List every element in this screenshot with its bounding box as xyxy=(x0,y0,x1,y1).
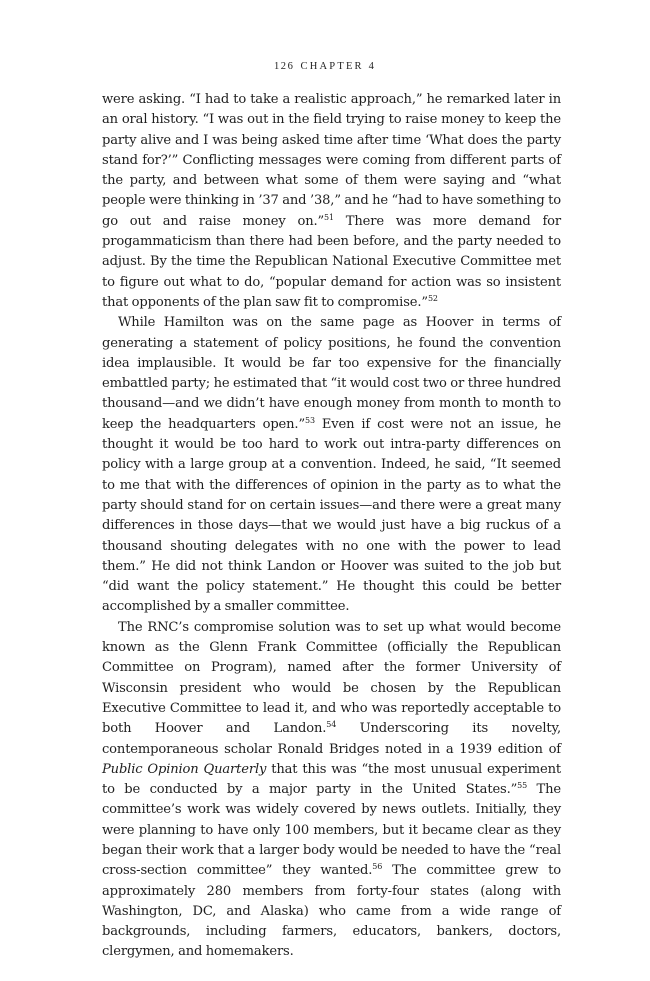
text-run: The committee’s work was widely covered by news outlets. Initially, they were planning to have only 100 members, but it became clear as they began their work that a larger body would be needed to have the “real cross-section committee” they wanted. xyxy=(102,782,561,879)
footnote-ref: 56 xyxy=(372,862,383,872)
paragraph-1 xyxy=(102,90,561,313)
text-run: The RNC’s compromise solution was to set up what would become known as the Glenn Frank Committee (officially the Republican Committee on Program), named after the former University of Wisconsin president who would be chosen by the Republican Executive Committee to lead it, and who was reportedly acceptable to both Hoover and Landon. xyxy=(102,619,561,737)
footnote-ref: 52 xyxy=(427,293,438,303)
text-run: that this was “the most unusual experiment to be conducted by a major party in the United States.” xyxy=(102,761,562,798)
footnote-ref: 54 xyxy=(326,720,337,730)
footnote-ref: 51 xyxy=(324,212,334,222)
text-run: were asking. “I had to take a realistic approach,” he remarked later in an oral history. “I was out in the field trying to raise money to keep the party alive and I was being asked time after time ‘What does the party stand for?’” Conflicting messages were coming from different parts of the party, and between what some of them were saying and “what people were thinking in ’37 and ’38,” and he “had to have something to go out and raise money on.” xyxy=(102,92,561,229)
chapter-label: CHAPTER 4 xyxy=(300,61,377,72)
footnote-ref: 53 xyxy=(305,415,315,425)
text-run: Even if cost were not an issue, he thought it would be too hard to work out intra-party differences on policy with a large group at a convention. Indeed, he said, “It seemed to me that with the differences of opinion in the party as to what the party should stand for on certain issues—and there were a great many differences in those days—that we would just have a big ruckus of a thousand shouting delegates with no one with the power to lead them.” He did not think Landon or Hoover was suited to the job but “did want the policy statement.” He thought this could be better accomplished by a smaller committee. xyxy=(102,416,561,615)
paragraph-2 xyxy=(102,313,561,617)
text-run: There was more demand for progammaticism than there had been before, and the party needed to adjust. By the time the Republican National Executive Committee met to figure out what to do, “popular demand for action was so insistent that opponents of the plan saw fit to compromise.” xyxy=(102,213,562,310)
body-text xyxy=(102,90,561,963)
italic-title: Public Opinion Quarterly xyxy=(102,761,267,777)
text-run: Underscoring its novelty, contemporaneous scholar Ronald Bridges noted in a 1939 edition of xyxy=(102,721,561,757)
footnote-ref: 55 xyxy=(517,781,528,791)
text-run: The committee grew to approximately 280 members from forty-four states (along with Washington, DC, and Alaska) who came from a wide range of backgrounds, including farmers, educators, bankers, doctors, clergymen, and homemakers. xyxy=(102,863,561,960)
paragraph-3 xyxy=(102,618,561,963)
page-number: 126 xyxy=(273,61,295,72)
running-head xyxy=(0,61,650,72)
text-run: While Hamilton was on the same page as Hoover in terms of generating a statement of policy positions, he found the convention idea implausible. It would be far too expensive for the financially embattled party; he estimated that “it would cost two or three hundred thousand—and we didn’t have enough money from month to month to keep the headquarters open.” xyxy=(102,315,561,432)
